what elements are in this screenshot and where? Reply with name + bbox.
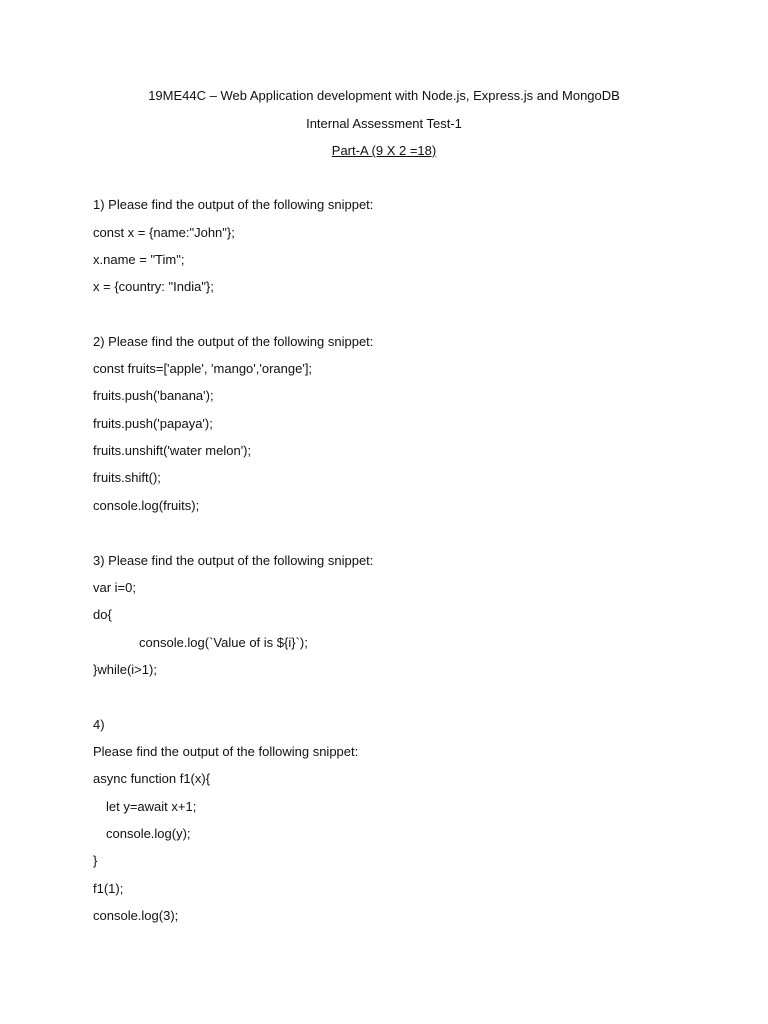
question-1-code-line: const x = {name:"John"}; bbox=[93, 225, 235, 240]
question-3-code-line: console.log(`Value of is ${i}`); bbox=[139, 635, 308, 650]
question-2-code-line: fruits.shift(); bbox=[93, 470, 161, 485]
question-4-code-line: f1(1); bbox=[93, 881, 124, 896]
question-1-code-line: x = {country: "India"}; bbox=[93, 279, 214, 294]
question-2-code-line: fruits.push('papaya'); bbox=[93, 416, 213, 431]
question-2-code-line: console.log(fruits); bbox=[93, 498, 200, 513]
question-2-code-line: fruits.push('banana'); bbox=[93, 388, 214, 403]
question-4-code-line: console.log(3); bbox=[93, 908, 179, 923]
part-heading bbox=[0, 143, 768, 159]
part-heading-text: Part-A (9 X 2 =18) bbox=[331, 143, 437, 158]
question-4-code-line: } bbox=[93, 853, 98, 868]
question-1-code-line: x.name = "Tim"; bbox=[93, 252, 185, 267]
question-4-prompt: Please find the output of the following snippet: bbox=[93, 744, 359, 759]
question-3-prompt: 3) Please find the output of the following snippet: bbox=[93, 553, 374, 568]
question-3-code-line: var i=0; bbox=[93, 580, 136, 595]
test-name: Internal Assessment Test-1 bbox=[306, 116, 462, 131]
question-4-code-line: let y=await x+1; bbox=[106, 799, 197, 814]
question-2-code-line: const fruits=['apple', 'mango','orange']; bbox=[93, 361, 313, 376]
course-title: 19ME44C – Web Application development with Node.js, Express.js and MongoDB bbox=[148, 88, 620, 103]
question-4-code-line: console.log(y); bbox=[106, 826, 191, 841]
question-1-prompt: 1) Please find the output of the following snippet: bbox=[93, 197, 374, 212]
question-3-code-line: }while(i>1); bbox=[93, 662, 157, 677]
question-2-code-line: fruits.unshift('water melon'); bbox=[93, 443, 252, 458]
question-4-code-line: async function f1(x){ bbox=[93, 771, 211, 786]
question-4-number: 4) bbox=[93, 717, 105, 732]
question-3-code-line: do{ bbox=[93, 607, 112, 622]
question-2-prompt: 2) Please find the output of the following snippet: bbox=[93, 334, 374, 349]
